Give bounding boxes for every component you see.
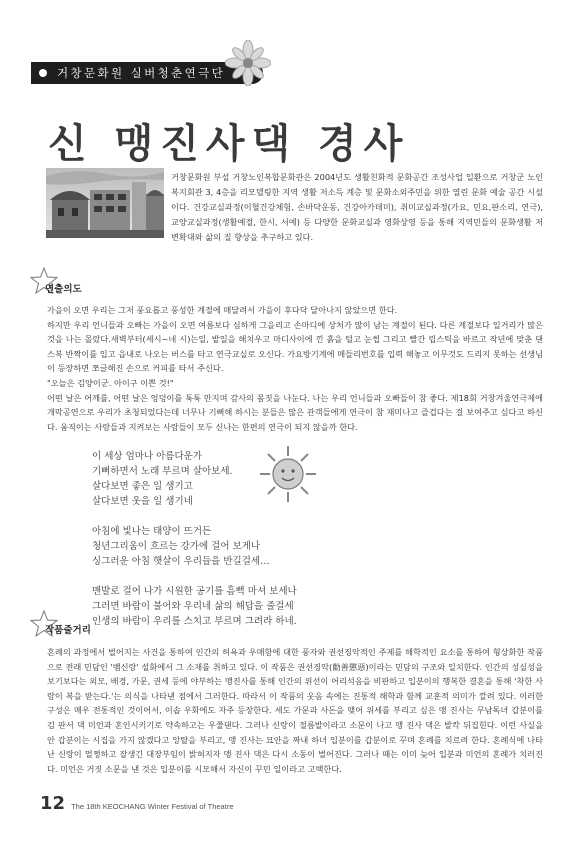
section-heading-synopsis: 작품줄거리 bbox=[45, 625, 91, 636]
section-heading-direction: 연출의도 bbox=[45, 284, 82, 295]
page-title: 신 맹진사댁 경사 bbox=[48, 120, 410, 167]
poem-line: 싱그러운 아침 햇살이 우리들을 반길걸세… bbox=[92, 556, 270, 567]
flower-icon bbox=[225, 40, 271, 86]
poem-line: 인생의 바람이 우리를 스치고 부르며 그려라 하네. bbox=[92, 616, 297, 627]
poem-line: 아침에 빛나는 태양이 뜨거든 bbox=[92, 526, 212, 537]
poem-line: 기뻐하면서 노래 부르며 살아보세. bbox=[92, 466, 233, 477]
quote: "오늘은 김양이군. 아이구 이쁜 것!" bbox=[47, 377, 174, 388]
poem-line: 맨발로 걸어 나가 시원한 공기를 흠뻑 마셔 보세나 bbox=[92, 586, 297, 597]
direction-text bbox=[47, 303, 543, 434]
poem-line: 청년그리움이 흐르는 강가에 걸어 보게나 bbox=[92, 541, 261, 552]
poem-line: 그러면 바람이 불어와 우리네 삶의 해답을 줄걸세 bbox=[92, 601, 294, 612]
building-photo bbox=[46, 168, 164, 238]
paragraph: 혼례의 과정에서 벌어지는 사건을 통하여 인간의 허욕과 우매함에 대한 풍자와 권선징악적인 주제를 해학적인 요소를 통하여 형상화한 작품으로 전래 민담인 '뱀신랑' 설화에서 그 소재를 취하고 있다. 이 작품은 권선징악(勸善懲惡)이라는 민담의 구조와 일치한다. 인간의 성실성을 보기보다는 외모, 배경, 가문, 권세 등에 야부하는 맹진사를 통해 인간의 위선이 어리석음을 비판하고 입분이의 행복한 결혼을 통해 '착한 사람이 복을 받는다.'는 의식을 나타낸 점에서 그러한다. 따라서 이 작품의 웃음 속에는 진통적 해학과 함께 교훈적 의미가 깔려 있다. 이러한 구성은 매우 전통적인 것이어서, 이솝 우화에도 자주 등장한다. 세도 가문과 사돈을 맺어 위세를 부리고 싶은 맹 진사는 무남독녀 갑분이를 김 판서 댁 미언과 혼인시키기로 약속하고는 우쭐댄다. 그러나 신랑이 절름발이라고 소문이 나고 맹 진사 댁은 발칵 뒤집힌다. 이런 사실을 안 갑분이는 시집을 가지 않겠다고 앙탈을 부리고, 맹 진사는 묘안을 짜내 하녀 입분이를 갑분이로 꾸며 혼례를 치르려 한다. 혼례식에 나타난 신랑이 멀쩡하고 잘생긴 대장부임이 밝혀지자 맹 진사 댁은 다시 소동이 벌어진다. 그러나 때는 이미 늦어 입분과 미언의 혼례가 치러진다. 미언은 거짓 소문을 낸 것은 입분이를 시모해서 자신이 꾸민 일이라고 고백한다. bbox=[47, 647, 543, 774]
paragraph: 가을이 오면 우리는 그저 풍요롭고 풍성한 계절에 매달려서 가을이 후다닥 달아나지 않았으면 한다. bbox=[47, 305, 398, 315]
page-number: 12 bbox=[40, 793, 66, 814]
bullet-dot bbox=[39, 69, 47, 77]
festival-title: The 18th KEOCHANG Winter Festival of Theatre bbox=[71, 802, 234, 811]
page-footer bbox=[40, 793, 233, 814]
banner-label: 거창문화원 실버청춘연극단 bbox=[57, 66, 226, 80]
intro-paragraph: 거창문화원 부설 거창노인복합문화관은 2004년도 생활친화적 문화공간 조성사업 일환으로 거창군 노인복지회관 3, 4층을 리모델링한 지역 생활 저소득 계층 및 문화소외주민을 위한 열린 문화 예술 공간 시설이다. 건강교실과정(이혈건강체험, 손바닥운동, 건강아카데미), 취미교실과정(가요, 민요,판소리, 연극), 교양교실과정(생활예절, 한시, 서예) 등 다양한 문화교실과 영화상영 등을 통해 지역민들의 문화생활 저변확대와 삶의 질 향상을 추구하고 있다. bbox=[171, 172, 543, 242]
synopsis-text bbox=[47, 645, 543, 776]
poem-line: 이 세상 엄마나 아름다운가 bbox=[92, 451, 203, 462]
paragraph: 하지만 우리 언니들과 오빠는 가을이 오면 여름보다 심하게 그을리고 손마디에 상처가 많이 남는 계절이 된다. 다른 계절보다 일거리가 많은 것을 나는 몰랐다.새벽부터(세시~네 시)는일, 밭일을 해치우고 마디사이에 낀 흙을 털고 눈썹 그리고 빨간 립스틱을 바르고 작년에 맞춘 댄스복 반짝이를 입고 읍내로 나오는 버스를 타고 연극교실로 오신다. 가요방기계에 메들리번호를 입력 해놓고 이무것도 드리지 못하는 선생님이 등장하면 쪼글해진 손으로 커피를 타서 주신다. bbox=[47, 319, 543, 374]
poem-line: 살다보면 좋은 일 생기고 bbox=[92, 481, 193, 492]
paragraph: 어떤 날은 어깨를, 어떤 날은 엉덩이를 툭툭 만지며 감사의 몸짓을 나눈다. 나는 우리 언니들과 오빠들이 참 좋다. 제18회 거창겨울연극제에 개막공연으로 우리가 초청되었다는데 너무나 기뻐해 하시는 분들은 많은 관객들에게 연극이 참 재미나고 즐겁다는 걸 보여주고 싶다고 하신다. 움직이는 사람들과 지켜보는 사람들이 모두 신나는 한편의 연극이 되지 않을까 한다. bbox=[47, 392, 543, 432]
poem-line: 살다보면 웃을 일 생기네 bbox=[92, 496, 193, 507]
sun-icon bbox=[258, 444, 318, 504]
